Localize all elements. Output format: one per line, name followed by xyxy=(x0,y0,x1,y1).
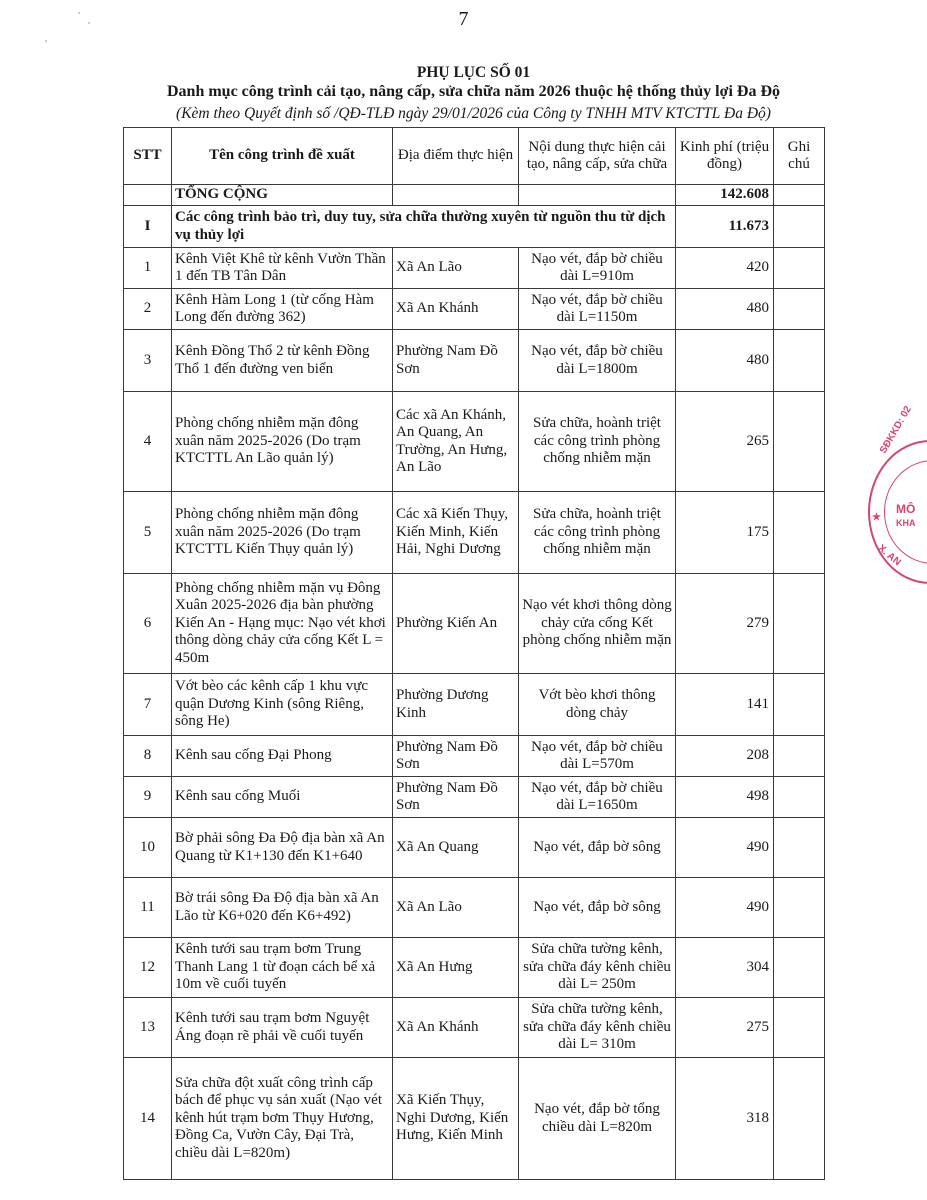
row-note xyxy=(774,492,825,574)
row-location: Xã An Khánh xyxy=(393,289,519,330)
row-stt: 9 xyxy=(124,777,172,818)
row-cost: 420 xyxy=(676,248,774,289)
row-location: Xã An Quang xyxy=(393,818,519,878)
row-stt: 14 xyxy=(124,1058,172,1180)
row-name: Kênh Đồng Thổ 2 từ kênh Đồng Thổ 1 đến đường ven biển xyxy=(172,330,393,392)
col-header-stt: STT xyxy=(124,128,172,185)
col-header-name: Tên công trình đề xuất xyxy=(172,128,393,185)
table-row xyxy=(124,938,825,998)
col-header-note: Ghi chú xyxy=(774,128,825,185)
row-name: Kênh tưới sau trạm bơm Trung Thanh Lang 1 từ đoạn cách bể xả 10m về cuối tuyến xyxy=(172,938,393,998)
row-name: Bờ phải sông Đa Độ địa bàn xã An Quang từ K1+130 đến K1+640 xyxy=(172,818,393,878)
row-cost: 480 xyxy=(676,330,774,392)
scan-speck xyxy=(88,22,90,24)
row-name: Kênh Hàm Long 1 (từ cống Hàm Long đến đường 362) xyxy=(172,289,393,330)
scan-speck xyxy=(78,12,80,14)
row-stt: 8 xyxy=(124,736,172,777)
table-row xyxy=(124,574,825,674)
stamp-center-text-2: KHA xyxy=(896,518,916,528)
row-note xyxy=(774,330,825,392)
col-header-cost: Kinh phí (triệu đồng) xyxy=(676,128,774,185)
row-name: Kênh sau cống Muối xyxy=(172,777,393,818)
row-note xyxy=(774,289,825,330)
row-content: Sửa chữa, hoành triệt các công trình phòng chống nhiễm mặn xyxy=(519,392,676,492)
row-name: Sửa chữa đột xuất công trình cấp bách để phục vụ sản xuất (Nạo vét kênh hút trạm bơm Thụy Hương, Đồng Ca, Vườn Cây, Đại Trà, chiều dài L=820m) xyxy=(172,1058,393,1180)
row-note xyxy=(774,878,825,938)
scan-speck xyxy=(45,40,47,42)
table-row xyxy=(124,289,825,330)
row-content: Nạo vét, đắp bờ tổng chiều dài L=820m xyxy=(519,1058,676,1180)
row-location: Xã An Lão xyxy=(393,248,519,289)
col-header-location: Địa điểm thực hiện xyxy=(393,128,519,185)
table-row xyxy=(124,1058,825,1180)
row-location: Phường Nam Đồ Sơn xyxy=(393,777,519,818)
row-stt: 11 xyxy=(124,878,172,938)
row-content: Nạo vét khơi thông dòng chảy cửa cống Kết phòng chống nhiễm mặn xyxy=(519,574,676,674)
row-location: Xã Kiến Thụy, Nghi Dương, Kiến Hưng, Kiến Minh xyxy=(393,1058,519,1180)
row-note xyxy=(774,248,825,289)
row-stt: 3 xyxy=(124,330,172,392)
table-row xyxy=(124,777,825,818)
row-name: Phòng chống nhiễm mặn vụ Đông Xuân 2025-2026 địa bàn phường Kiến An - Hạng mục: Nạo vét khơi thông dòng chảy cửa cống Kết L = 450m xyxy=(172,574,393,674)
row-name: Kênh tưới sau trạm bơm Nguyệt Áng đoạn rẽ phải về cuối tuyến xyxy=(172,998,393,1058)
row-note xyxy=(774,818,825,878)
total-note xyxy=(774,185,825,206)
row-location: Xã An Lão xyxy=(393,878,519,938)
row-cost: 175 xyxy=(676,492,774,574)
table-row xyxy=(124,674,825,736)
row-content: Nạo vét, đắp bờ sông xyxy=(519,878,676,938)
row-note xyxy=(774,938,825,998)
row-cost: 490 xyxy=(676,818,774,878)
section-note xyxy=(774,206,825,248)
row-name: Bờ trái sông Đa Độ địa bàn xã An Lão từ K6+020 đến K6+492) xyxy=(172,878,393,938)
row-content: Nạo vét, đắp bờ chiều dài L=1150m xyxy=(519,289,676,330)
row-content: Nạo vét, đắp bờ chiều dài L=570m xyxy=(519,736,676,777)
company-stamp xyxy=(868,404,927,584)
table-row xyxy=(124,878,825,938)
section-stt: I xyxy=(124,206,172,248)
row-location: Phường Dương Kinh xyxy=(393,674,519,736)
row-stt: 2 xyxy=(124,289,172,330)
row-location: Phường Nam Đồ Sơn xyxy=(393,736,519,777)
total-label: TỔNG CỘNG xyxy=(172,185,393,206)
row-note xyxy=(774,392,825,492)
table-row xyxy=(124,492,825,574)
row-cost: 318 xyxy=(676,1058,774,1180)
row-note xyxy=(774,777,825,818)
row-stt: 13 xyxy=(124,998,172,1058)
row-name: Phòng chống nhiễm mặn đông xuân năm 2025-2026 (Do trạm KTCTTL An Lão quản lý) xyxy=(172,392,393,492)
row-content: Sửa chữa, hoành triệt các công trình phòng chống nhiễm mặn xyxy=(519,492,676,574)
row-stt: 10 xyxy=(124,818,172,878)
row-location: Các xã An Khánh, An Quang, An Trường, An Hưng, An Lão xyxy=(393,392,519,492)
row-cost: 304 xyxy=(676,938,774,998)
row-stt: 7 xyxy=(124,674,172,736)
row-stt: 1 xyxy=(124,248,172,289)
row-location: Xã An Hưng xyxy=(393,938,519,998)
row-content: Nạo vét, đắp bờ chiều dài L=910m xyxy=(519,248,676,289)
page-number: 7 xyxy=(458,8,469,30)
section-cost: 11.673 xyxy=(676,206,774,248)
row-cost: 279 xyxy=(676,574,774,674)
total-content xyxy=(519,185,676,206)
row-cost: 498 xyxy=(676,777,774,818)
row-name: Kênh Việt Khê từ kênh Vườn Thần 1 đến TB Tân Dân xyxy=(172,248,393,289)
row-content: Vớt bèo khơi thông dòng chảy xyxy=(519,674,676,736)
row-note xyxy=(774,574,825,674)
row-cost: 265 xyxy=(676,392,774,492)
row-cost: 141 xyxy=(676,674,774,736)
row-location: Các xã Kiến Thụy, Kiến Minh, Kiến Hải, Nghi Dương xyxy=(393,492,519,574)
row-cost: 275 xyxy=(676,998,774,1058)
total-location xyxy=(393,185,519,206)
row-content: Nạo vét, đắp bờ chiều dài L=1800m xyxy=(519,330,676,392)
row-name: Phòng chống nhiễm mặn đông xuân năm 2025-2026 (Do trạm KTCTTL Kiến Thụy quản lý) xyxy=(172,492,393,574)
row-name: Kênh sau cống Đại Phong xyxy=(172,736,393,777)
stamp-bottom-text: X. AN xyxy=(875,542,903,569)
table-row xyxy=(124,248,825,289)
stamp-ring-text: SĐKKD: 02 xyxy=(878,404,914,456)
table-header-row xyxy=(124,128,825,185)
row-cost: 490 xyxy=(676,878,774,938)
row-content: Nạo vét, đắp bờ chiều dài L=1650m xyxy=(519,777,676,818)
appendix-subtitle: Danh mục công trình cải tạo, nâng cấp, sửa chữa năm 2026 thuộc hệ thống thủy lợi Đa Độ xyxy=(166,83,780,100)
row-cost: 480 xyxy=(676,289,774,330)
table-row xyxy=(124,736,825,777)
row-content: Sửa chữa tường kênh, sửa chữa đáy kênh chiều dài L= 310m xyxy=(519,998,676,1058)
table-row xyxy=(124,998,825,1058)
row-cost: 208 xyxy=(676,736,774,777)
row-note xyxy=(774,1058,825,1180)
project-table xyxy=(123,127,825,1180)
appendix-title: PHỤ LỤC SỐ 01 xyxy=(416,64,531,81)
row-location: Phường Nam Đồ Sơn xyxy=(393,330,519,392)
row-stt: 5 xyxy=(124,492,172,574)
row-stt: 12 xyxy=(124,938,172,998)
table-row xyxy=(124,330,825,392)
total-cost: 142.608 xyxy=(676,185,774,206)
row-note xyxy=(774,674,825,736)
stamp-center-text: MÔ xyxy=(896,502,916,516)
section-row xyxy=(124,206,825,248)
total-stt xyxy=(124,185,172,206)
col-header-content: Nội dung thực hiện cải tạo, nâng cấp, sửa chữa xyxy=(519,128,676,185)
decision-note: (Kèm theo Quyết định số /QĐ-TLĐ ngày 29/01/2026 của Công ty TNHH MTV KTCTTL Đa Độ) xyxy=(176,105,771,122)
total-row xyxy=(124,185,825,206)
row-content: Nạo vét, đắp bờ sông xyxy=(519,818,676,878)
row-note xyxy=(774,998,825,1058)
row-location: Phường Kiến An xyxy=(393,574,519,674)
row-location: Xã An Khánh xyxy=(393,998,519,1058)
section-label: Các công trình bảo trì, duy tuy, sửa chữa thường xuyên từ nguồn thu từ dịch vụ thủy lợi xyxy=(172,206,676,248)
row-stt: 6 xyxy=(124,574,172,674)
table-row xyxy=(124,818,825,878)
row-stt: 4 xyxy=(124,392,172,492)
table-row xyxy=(124,392,825,492)
row-name: Vớt bèo các kênh cấp 1 khu vực quận Dương Kinh (sông Riêng, sông He) xyxy=(172,674,393,736)
row-note xyxy=(774,736,825,777)
stamp-star-icon: ★ xyxy=(872,512,881,523)
row-content: Sửa chữa tường kênh, sửa chữa đáy kênh chiều dài L= 250m xyxy=(519,938,676,998)
